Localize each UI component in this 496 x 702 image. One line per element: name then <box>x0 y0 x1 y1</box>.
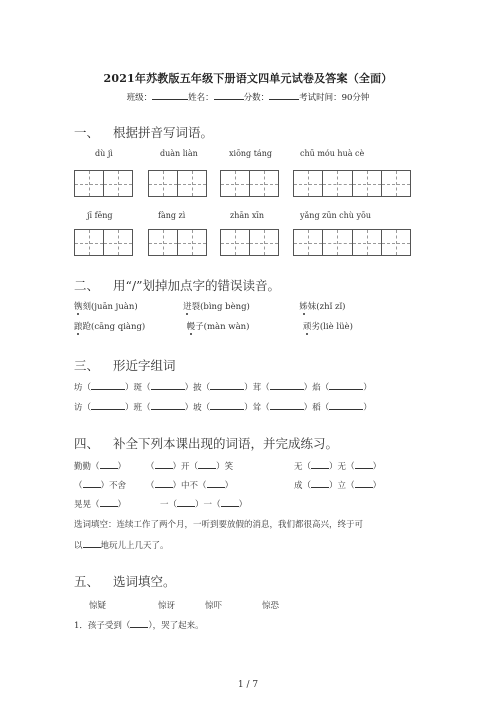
answer-blank[interactable] <box>151 401 185 410</box>
answer-blank[interactable] <box>329 381 363 390</box>
section-4-heading: 四、 补全下列本课出现的词语，并完成练习。 <box>74 436 339 451</box>
writing-grid-2[interactable] <box>74 229 133 256</box>
pinyin-fangzi: fàng zì <box>158 211 186 220</box>
pinyin-duanlian: duàn liàn <box>160 149 198 158</box>
writing-grid-2[interactable] <box>220 170 279 197</box>
answer-blank[interactable] <box>155 479 173 488</box>
question-1: 1．孩子受到（ ），哭了起来。 <box>74 621 204 631</box>
answer-blank[interactable] <box>270 381 304 390</box>
answer-blank[interactable] <box>207 479 225 488</box>
score-blank <box>269 91 299 100</box>
answer-blank[interactable] <box>311 479 329 488</box>
student-info-line <box>0 91 496 103</box>
pinyin-xiongtang: xiōng táng <box>229 149 272 158</box>
reading-row-1 <box>74 300 346 312</box>
answer-blank[interactable] <box>355 460 373 469</box>
reading-item[interactable]: 迸裂(bìng bèng) <box>183 302 250 312</box>
answer-blank[interactable] <box>91 401 125 410</box>
answer-blank[interactable] <box>198 460 216 469</box>
section-5-heading: 五、 选词填空。 <box>74 574 176 589</box>
writing-grid-4[interactable] <box>293 170 411 197</box>
answer-blank[interactable] <box>210 381 244 390</box>
answer-blank[interactable] <box>130 619 148 628</box>
answer-blank[interactable] <box>210 401 244 410</box>
writing-grid-2[interactable] <box>148 229 207 256</box>
pinyin-choumouhuace: chū móu huà cè <box>300 149 365 158</box>
name-label: 姓名： <box>188 93 214 103</box>
pinyin-jifeng: jī fēng <box>87 211 113 220</box>
practice-text-line-2: 以 地玩儿上几天了。 <box>74 541 169 551</box>
answer-blank[interactable] <box>311 460 329 469</box>
pinyin-dujì: dù jì <box>95 149 113 158</box>
class-blank <box>152 91 188 100</box>
page-number: 1 / 7 <box>237 680 259 690</box>
answer-blank[interactable] <box>221 498 239 507</box>
score-label: 分数： <box>243 93 270 103</box>
page-title: 2021年苏教版五年级下册语文四单元试卷及答案（全面） <box>103 72 393 85</box>
answer-blank[interactable] <box>155 460 173 469</box>
writing-grid-2[interactable] <box>220 229 279 256</box>
writing-grid-2[interactable] <box>74 170 133 197</box>
reading-item[interactable]: 幔子(màn wàn) <box>186 322 250 332</box>
answer-blank[interactable] <box>355 479 373 488</box>
word-option: 惊吓 <box>205 601 223 611</box>
answer-blank[interactable] <box>151 381 185 390</box>
section-3-heading: 三、 形近字组词 <box>74 358 176 373</box>
answer-blank[interactable] <box>100 460 118 469</box>
reading-item[interactable]: 踉跄(cāng qiàng) <box>74 322 146 332</box>
word-option: 惊恐 <box>262 601 280 611</box>
answer-blank[interactable] <box>329 401 363 410</box>
answer-blank[interactable] <box>91 381 125 390</box>
answer-blank[interactable] <box>83 539 101 548</box>
section-2-heading: 二、 用“/”划掉加点字的错误读音。 <box>74 278 281 293</box>
pinyin-zhanxin: zhān xīn <box>230 211 265 220</box>
section-1-heading: 一、 根据拼音写词语。 <box>74 125 214 140</box>
name-blank <box>214 91 244 100</box>
writing-grid-4[interactable] <box>293 229 411 256</box>
time-label: 考试时间：90分钟 <box>299 93 370 103</box>
reading-item[interactable]: 顽劣(liè lüè) <box>302 322 353 332</box>
reading-row-2 <box>74 320 353 332</box>
pinyin-yangzunchuyou: yǎng zūn chù yōu <box>300 211 371 220</box>
class-label: 班级： <box>126 93 153 103</box>
similar-chars-row-1: 坊（ ）斑（ ）披（ ）茸（ ）焰（ ） <box>74 383 372 393</box>
reading-item[interactable]: 姊妹(zhǐ zǐ) <box>299 302 346 312</box>
similar-chars-row-2: 访（ ）班（ ）坡（ ）耸（ ）稻（ ） <box>74 403 372 413</box>
word-option: 惊疑 <box>89 601 107 611</box>
word-option: 惊讶 <box>158 601 176 611</box>
answer-blank[interactable] <box>270 401 304 410</box>
answer-blank[interactable] <box>100 498 118 507</box>
answer-blank[interactable] <box>83 479 101 488</box>
reading-item[interactable]: 镌刻(juān juàn) <box>74 302 138 312</box>
practice-text-line-1: 选词填空：连续工作了两个月，一听到要放假的消息，我们都很高兴，终于可 <box>74 520 364 530</box>
answer-blank[interactable] <box>177 498 195 507</box>
writing-grid-2[interactable] <box>148 170 207 197</box>
